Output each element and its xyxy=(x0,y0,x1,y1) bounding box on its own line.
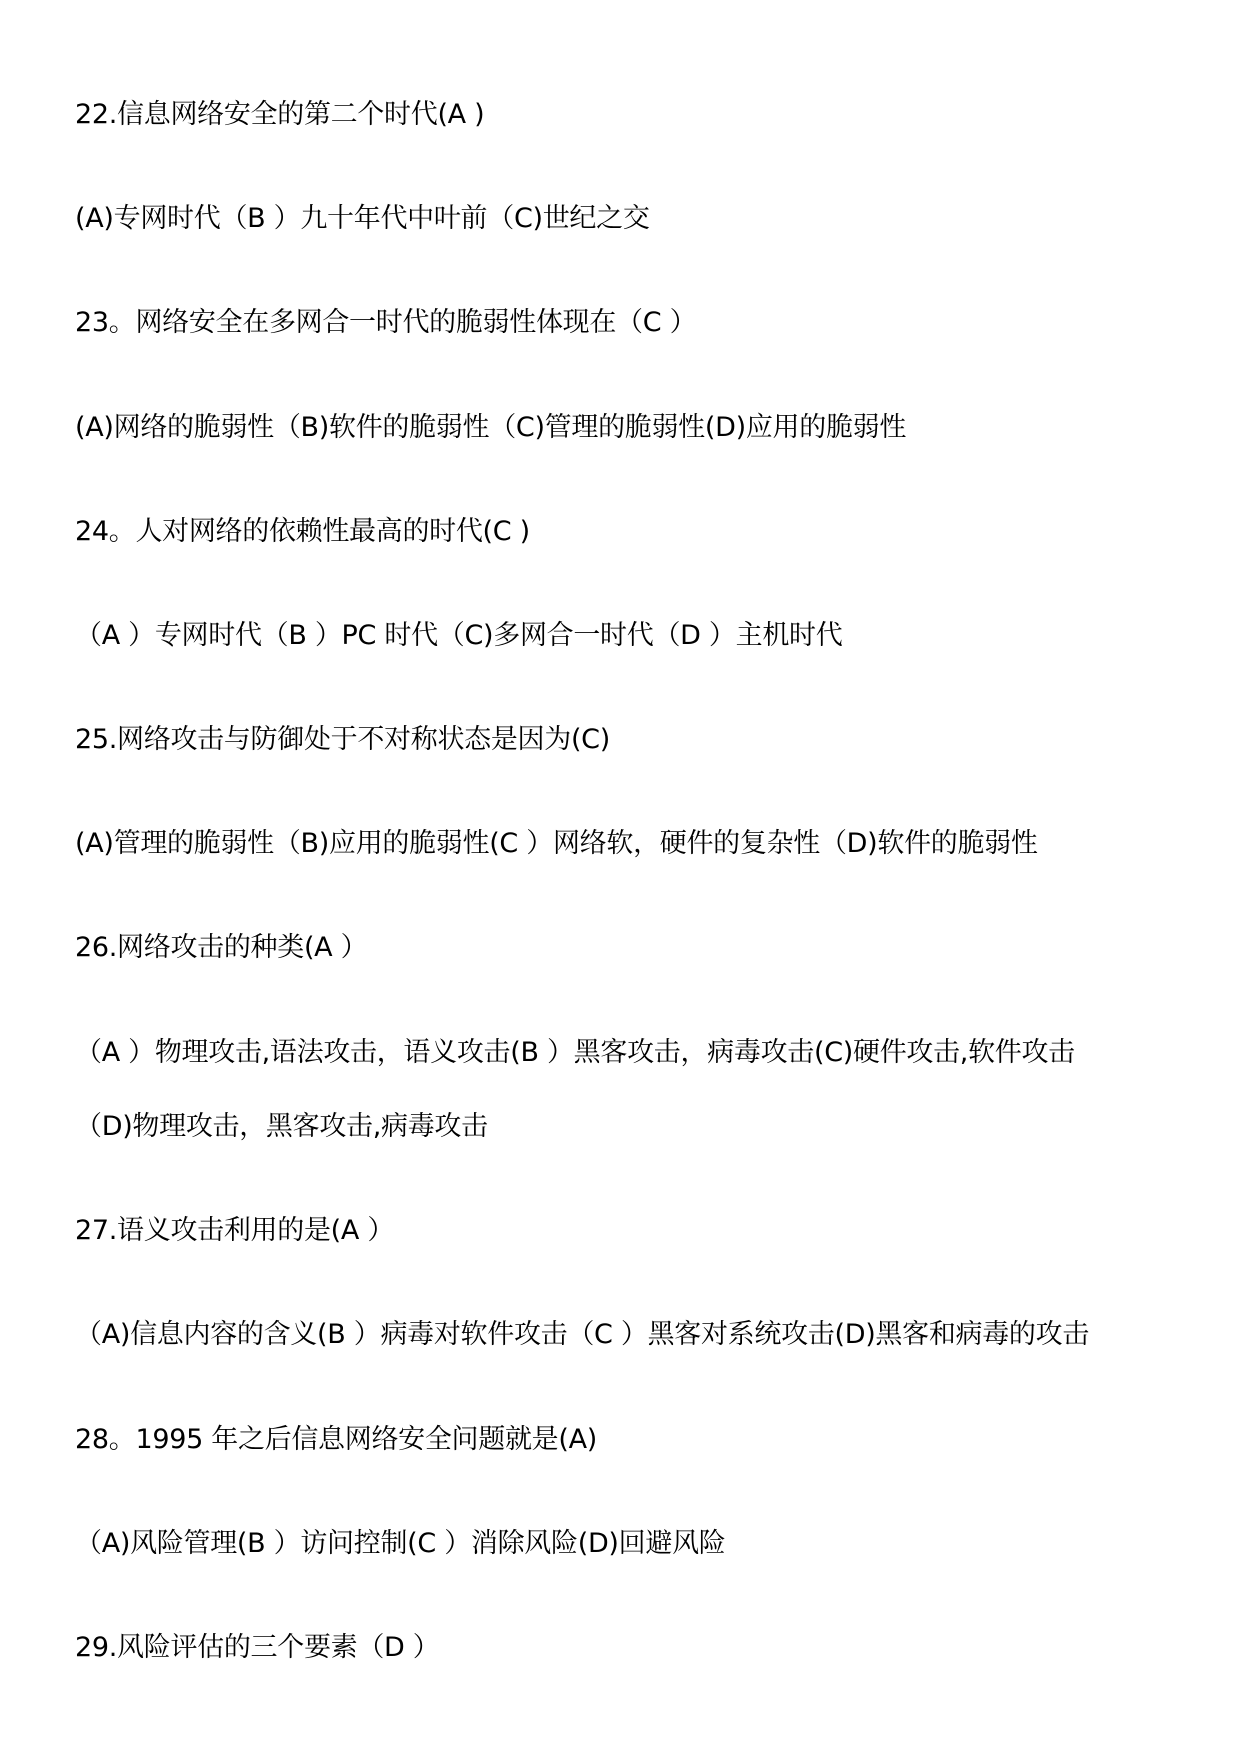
question-25: 25.网络攻击与防御处于不对称状态是因为(C) xyxy=(75,724,610,755)
question-22-options: (A)专网时代（B ）九十年代中叶前（C)世纪之交 xyxy=(75,203,650,234)
question-29: 29.风险评估的三个要素（D ） xyxy=(75,1632,440,1663)
question-24: 24。人对网络的依赖性最高的时代(C ) xyxy=(75,516,530,547)
question-25-options: (A)管理的脆弱性（B)应用的脆弱性(C ）网络软，硬件的复杂性（D)软件的脆弱性 xyxy=(75,828,1038,859)
question-24-options: （A ）专网时代（B ）PC 时代（C)多网合一时代（D ）主机时代 xyxy=(75,620,843,651)
question-26: 26.网络攻击的种类(A ） xyxy=(75,932,368,963)
question-23-options: (A)网络的脆弱性（B)软件的脆弱性（C)管理的脆弱性(D)应用的脆弱性 xyxy=(75,412,907,443)
question-28: 28。1995 年之后信息网络安全问题就是(A) xyxy=(75,1424,597,1455)
question-23: 23。网络安全在多网合一时代的脆弱性体现在（C ） xyxy=(75,307,697,338)
question-22: 22.信息网络安全的第二个时代(A ) xyxy=(75,99,485,130)
question-28-options: （A)风险管理(B ）访问控制(C ）消除风险(D)回避风险 xyxy=(75,1528,726,1559)
question-26-options-continued: （D)物理攻击，黑客攻击,病毒攻击 xyxy=(75,1111,488,1142)
question-27-options: （A)信息内容的含义(B ）病毒对软件攻击（C ）黑客对系统攻击(D)黑客和病毒的攻击 xyxy=(75,1319,1090,1350)
question-26-options: （A ）物理攻击,语法攻击，语义攻击(B ）黑客攻击，病毒攻击(C)硬件攻击,软件攻击 xyxy=(75,1037,1075,1068)
question-27: 27.语义攻击利用的是(A ） xyxy=(75,1215,395,1246)
